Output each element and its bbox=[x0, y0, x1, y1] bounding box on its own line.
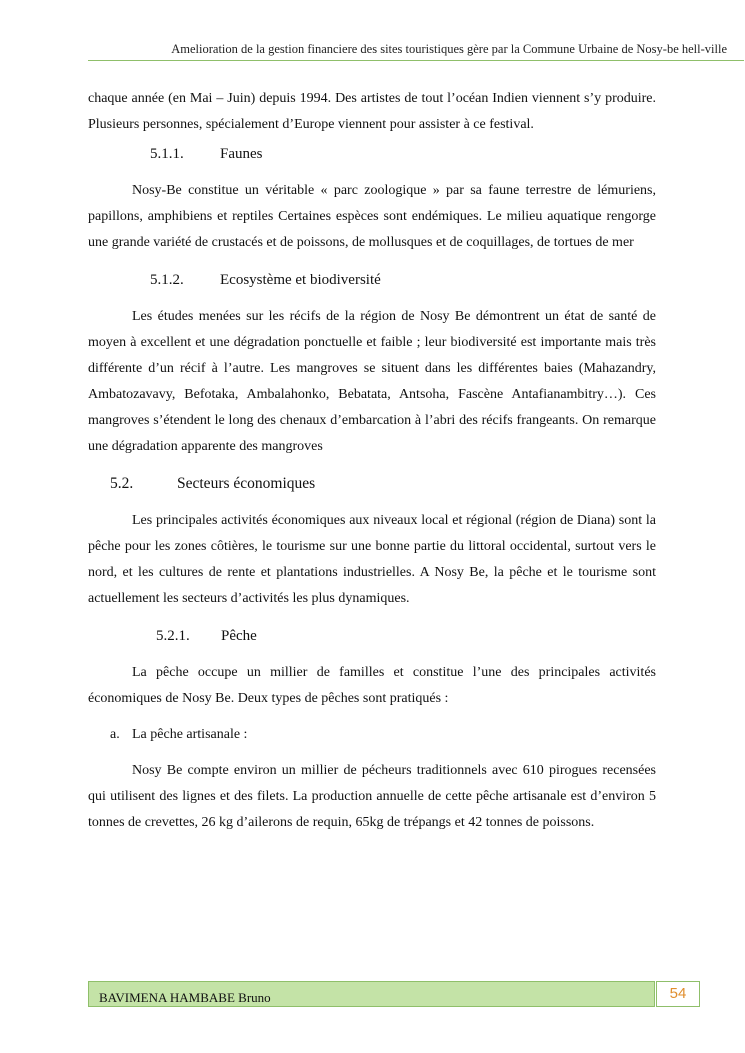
heading-5-1-2 bbox=[88, 270, 656, 290]
running-header: Amelioration de la gestion financiere des sites touristiques gère par la Commune Urbaine de Nosy-be hell-ville bbox=[171, 42, 727, 56]
heading-5-2-1 bbox=[88, 626, 656, 646]
list-marker: a. bbox=[110, 727, 120, 742]
ecosysteme-paragraph: Les études menées sur les récifs de la région de Nosy Be démontrent un état de santé de moyen à excellent et une dégradation ponctuelle et faible ; leur biodiversité est importante mais très différente d’un récif à l’autre. Les mangroves se situent dans les différentes baies (Mahazandry, Ambatozavavy, Befotaka, Ambalahonko, Bebatata, Antsoha, Fascène Antafianambitry…). Ces mangroves s’étendent le long des chenaux d’embarcation à l’abri des récifs frangeants. On remarque une dégradation apparente des mangroves bbox=[88, 309, 656, 454]
heading-5-1-1 bbox=[88, 144, 656, 164]
secteurs-paragraph: Les principales activités économiques aux niveaux local et régional (région de Diana) sont la pêche pour les zones côtières, le tourisme sur une bonne partie du littoral occidental, surtout vers le nord, et les cultures de rente et plantations industrielles. A Nosy Be, la pêche et le tourisme sont actuellement les secteurs d’activités les plus dynamiques. bbox=[88, 513, 656, 606]
intro-paragraph: chaque année (en Mai – Juin) depuis 1994. Des artistes de tout l’océan Indien viennent s’y produire. Plusieurs personnes, spécialement d’Europe viennent pour assister à ce festival. bbox=[88, 91, 656, 132]
list-item-a bbox=[88, 722, 656, 748]
heading-number: 5.1.1. bbox=[150, 146, 184, 162]
footer-author: BAVIMENA HAMBABE Bruno bbox=[99, 990, 271, 1005]
heading-title: Pêche bbox=[221, 628, 257, 644]
footer-bar bbox=[88, 981, 655, 1007]
heading-number: 5.1.2. bbox=[150, 272, 184, 288]
page-body bbox=[88, 86, 656, 836]
header-rule bbox=[88, 60, 744, 61]
peche-paragraph: La pêche occupe un millier de familles et constitue l’une des principales activités économiques de Nosy Be. Deux types de pêches sont pratiqués : bbox=[88, 665, 656, 706]
heading-title: Secteurs économiques bbox=[177, 475, 316, 492]
faunes-paragraph: Nosy-Be constitue un véritable « parc zoologique » par sa faune terrestre de lémuriens, papillons, amphibiens et reptiles Certaines espèces sont endémiques. Le milieu aquatique rengorge une grande variété de crustacés et de poissons, de mollusques et de coquillages, de tortues de mer bbox=[88, 183, 656, 250]
list-item-label: La pêche artisanale : bbox=[132, 727, 248, 742]
heading-number: 5.2.1. bbox=[156, 628, 190, 644]
heading-title: Ecosystème et biodiversité bbox=[220, 272, 381, 288]
heading-title: Faunes bbox=[220, 146, 263, 162]
page-number: 54 bbox=[656, 981, 700, 1007]
heading-5-2 bbox=[88, 474, 656, 494]
heading-number: 5.2. bbox=[110, 475, 134, 492]
artisanale-paragraph: Nosy Be compte environ un millier de pécheurs traditionnels avec 610 pirogues recensées qui utilisent des lignes et des filets. La production annuelle de cette pêche artisanale est d’environ 5 tonnes de crevettes, 26 kg d’ailerons de requin, 65kg de trépangs et 42 tonnes de poissons. bbox=[88, 763, 656, 830]
